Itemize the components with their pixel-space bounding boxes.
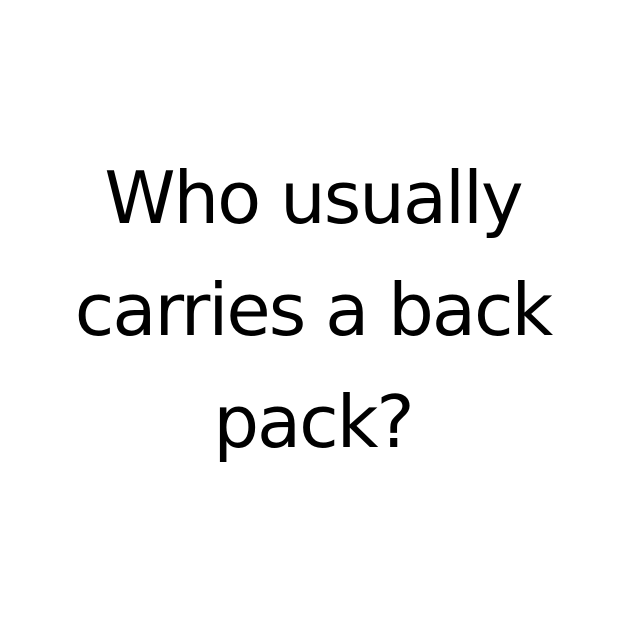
- question-line-2: carries a back: [74, 268, 552, 352]
- question-text: [75, 142, 551, 478]
- question-line-3: pack?: [213, 380, 413, 464]
- question-line-1: Who usually: [104, 156, 522, 240]
